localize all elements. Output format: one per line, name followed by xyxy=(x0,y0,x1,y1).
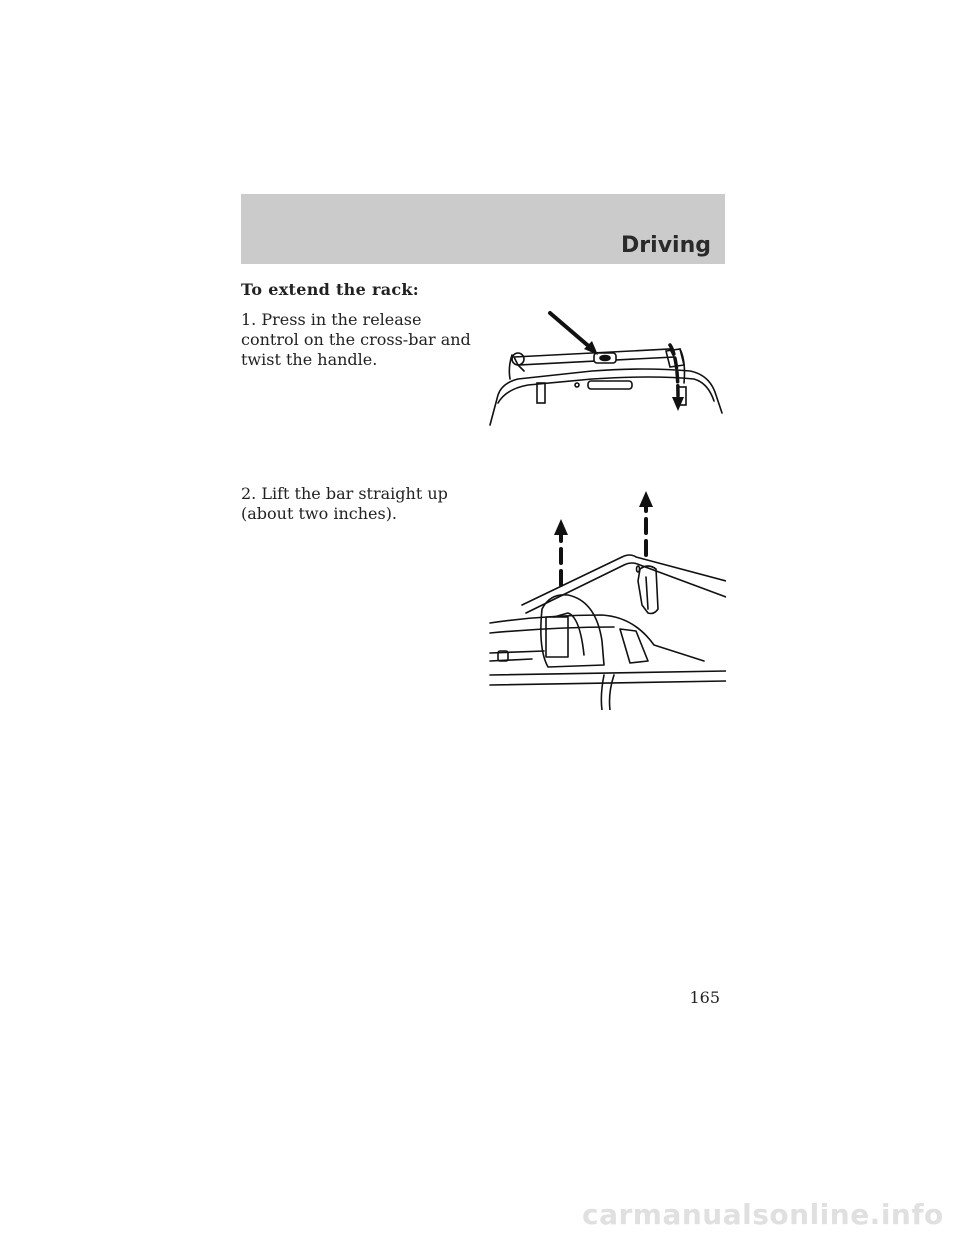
page-number: 165 xyxy=(689,988,720,1007)
step-2-text: 2. Lift the bar straight up (about two inches). xyxy=(241,484,448,523)
section-title: Driving xyxy=(621,233,711,258)
roof-rack-release-illustration xyxy=(484,305,726,430)
header-band xyxy=(241,194,725,264)
subheading: To extend the rack: xyxy=(241,280,419,299)
roof-rack-lift-illustration xyxy=(484,485,726,710)
step-1-text: 1. Press in the release control on the cross-bar and twist the handle. xyxy=(241,310,471,369)
watermark: carmanualsonline.info xyxy=(582,1198,944,1231)
